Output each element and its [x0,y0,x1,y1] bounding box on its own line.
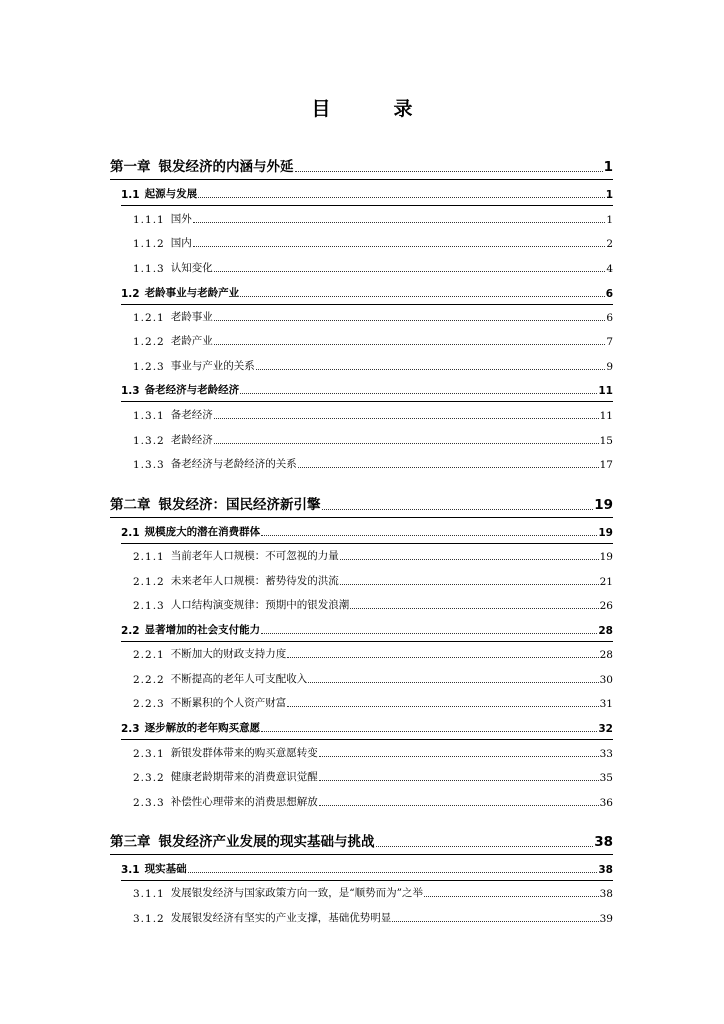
toc-entry-number: 2.3.2 [133,772,165,784]
toc-entry-level3[interactable] [133,232,613,250]
toc-entry-title: 新银发群体带来的购买意愿转变 [170,747,318,759]
toc-entry-title: 起源与发展 [144,188,198,200]
toc-entry-number: 1.2.3 [133,361,165,373]
toc-entry-number: 第三章 [110,834,151,850]
toc-entry-title: 国内 [170,237,192,249]
toc-entry-page: 1 [603,159,613,175]
toc-entry-page: 1 [605,189,613,201]
toc-entry-number: 2.3.3 [133,797,165,809]
toc-entry-level3[interactable] [133,453,613,471]
dot-leader [350,607,598,609]
dot-leader [340,558,599,560]
toc-entry-level1[interactable] [110,157,613,175]
dot-leader [287,656,598,658]
toc-entry-number: 第二章 [110,497,151,513]
toc-entry-number: 2.3.1 [133,748,165,760]
toc-underline [110,854,613,855]
toc-entry-number: 1.3.1 [133,410,165,422]
dot-leader [261,534,597,536]
toc-entry-title: 国外 [170,213,192,225]
toc-entry-title: 不断提高的老年人可支配收入 [170,673,308,685]
toc-entry-page: 38 [599,888,613,900]
toc-entry-number: 2.1.2 [133,576,165,588]
toc-entry-page: 11 [599,410,613,422]
toc-entry-title: 银发经济：国民经济新引擎 [158,497,321,513]
toc-entry-title: 老龄事业 [170,311,213,323]
toc-entry-page: 38 [598,864,613,876]
dot-leader [319,804,599,806]
toc-entry-level3[interactable] [133,257,613,275]
toc-entry-title: 补偿性心理带来的消费思想解放 [170,796,318,808]
toc-entry-level3[interactable] [133,570,613,588]
toc-underline [121,543,613,544]
toc-entry-level2[interactable] [121,379,613,397]
toc-entry-level2[interactable] [121,183,613,201]
toc-entry-number: 1.3.3 [133,459,165,471]
toc-entry-number: 1.3.2 [133,435,165,447]
toc-entry-title: 备老经济与老龄经济的关系 [170,458,297,470]
toc-entry-number: 1.1.2 [133,238,165,250]
toc-entry-number: 1.2.1 [133,312,165,324]
toc-entry-page: 6 [606,312,613,324]
toc-entry-title: 老龄经济 [170,434,213,446]
toc-entry-level2[interactable] [121,521,613,539]
toc-entry-page: 2 [606,238,613,250]
dot-leader [261,632,597,634]
dot-leader [340,583,599,585]
toc-entry-level3[interactable] [133,429,613,447]
toc-entry-number: 1.2.2 [133,336,165,348]
toc-entry-title: 发展银发经济有坚实的产业支撑，基础优势明显 [170,912,392,924]
toc-entry-title: 规模庞大的潜在消费群体 [144,526,261,538]
dot-leader [256,368,606,370]
toc-entry-page: 19 [594,497,613,513]
toc-entry-page: 6 [605,288,613,300]
toc-entry-number: 2.1.3 [133,600,165,612]
toc-entry-page: 17 [599,459,613,471]
toc-entry-page: 38 [594,834,613,850]
dot-leader [319,755,599,757]
dot-leader [193,221,606,223]
toc-entry-title: 备老经济 [170,409,213,421]
dot-leader [308,681,598,683]
toc-entry-number: 1.3 [121,385,140,397]
dot-leader [214,319,606,321]
toc-entry-page: 26 [599,600,613,612]
toc-entry-number: 1.2 [121,288,140,300]
toc-underline [121,401,613,402]
toc-entry-level3[interactable] [133,907,613,925]
toc-entry-level3[interactable] [133,742,613,760]
dot-leader [240,392,597,394]
toc-entry-title: 人口结构演变规律：预期中的银发浪潮 [170,599,350,611]
toc-underline [121,205,613,206]
toc-entry-number: 1.1.1 [133,214,165,226]
toc-entry-title: 健康老龄期带来的消费意识觉醒 [170,771,318,783]
dot-leader [322,508,594,510]
toc-entry-number: 3.1 [121,864,140,876]
toc-entry-level3[interactable] [133,791,613,809]
dot-leader [214,417,599,419]
toc-entry-number: 2.1.1 [133,551,165,563]
toc-entry-level2[interactable] [121,717,613,735]
toc-entry-number: 1.1 [121,189,140,201]
toc-entry-number: 2.2 [121,625,140,637]
toc-entry-number: 2.1 [121,527,140,539]
toc-entry-number: 2.2.3 [133,698,165,710]
toc-entry-page: 28 [599,649,613,661]
toc-entry-level3[interactable] [133,766,613,784]
toc-entry-title: 不断加大的财政支持力度 [170,648,287,660]
toc-entry-level3[interactable] [133,404,613,422]
toc-entry-number: 2.3 [121,723,140,735]
toc-entry-number: 3.1.1 [133,888,165,900]
dot-leader [424,895,599,897]
toc-entry-page: 21 [599,576,613,588]
toc-entry-page: 35 [599,772,613,784]
toc-entry-title: 老龄事业与老龄产业 [144,287,240,299]
toc-entry-level1[interactable] [110,832,613,850]
dot-leader [392,920,598,922]
toc-entry-level3[interactable] [133,643,613,661]
toc-entry-page: 4 [606,263,613,275]
toc-entry-level3[interactable] [133,882,613,900]
toc-entry-title: 未来老年人口规模：蓄势待发的洪流 [170,575,339,587]
dot-leader [240,295,605,297]
toc-entry-level3[interactable] [133,208,613,226]
toc-entry-title: 银发经济产业发展的现实基础与挑战 [158,834,375,850]
dot-leader [261,730,597,732]
toc-entry-level3[interactable] [133,355,613,373]
toc-entry-title: 银发经济的内涵与外延 [158,159,294,175]
toc-entry-level3[interactable] [133,692,613,710]
toc-entry-title: 不断累积的个人资产财富 [170,697,287,709]
toc-entry-page: 31 [599,698,613,710]
toc-entry-number: 2.2.1 [133,649,165,661]
dot-leader [376,845,594,847]
dot-leader [287,705,598,707]
toc-underline [110,179,613,180]
toc-entry-page: 39 [599,913,613,925]
toc-underline [110,517,613,518]
toc-underline [121,304,613,305]
dot-leader [188,871,598,873]
toc-entry-number: 2.2.2 [133,674,165,686]
toc-entry-title: 现实基础 [144,863,187,875]
toc-entry-title: 老龄产业 [170,335,213,347]
toc-underline [121,880,613,881]
toc-entry-page: 9 [606,361,613,373]
dot-leader [214,442,599,444]
toc-entry-number: 第一章 [110,159,151,175]
toc-entry-page: 1 [606,214,613,226]
toc-entry-title: 备老经济与老龄经济 [144,384,240,396]
toc-entry-level3[interactable] [133,545,613,563]
toc-entry-page: 11 [598,385,613,397]
toc-entry-page: 36 [599,797,613,809]
toc-entry-page: 32 [598,723,613,735]
dot-leader [214,270,606,272]
toc-entry-title: 当前老年人口规模：不可忽视的力量 [170,550,339,562]
toc-entry-number: 1.1.3 [133,263,165,275]
toc-entry-page: 33 [599,748,613,760]
toc-entry-level1[interactable] [110,495,613,513]
toc-entry-page: 19 [598,527,613,539]
toc-entry-level2[interactable] [121,619,613,637]
toc-entry-title: 认知变化 [170,262,213,274]
toc-title: 目 录 [311,98,435,120]
toc-entry-page: 7 [606,336,613,348]
toc-entry-title: 事业与产业的关系 [170,360,255,372]
toc-entry-title: 显著增加的社会支付能力 [144,624,261,636]
toc-entry-number: 3.1.2 [133,913,165,925]
toc-entry-page: 30 [599,674,613,686]
dot-leader [295,170,603,172]
toc-entry-title: 逐步解放的老年购买意愿 [144,722,261,734]
toc-entry-page: 28 [598,625,613,637]
toc-entry-page: 15 [599,435,613,447]
toc-entry-level2[interactable] [121,282,613,300]
toc-entry-level3[interactable] [133,594,613,612]
dot-leader [319,779,599,781]
dot-leader [193,245,606,247]
toc-entry-level2[interactable] [121,858,613,876]
toc-entry-page: 19 [599,551,613,563]
toc-entry-level3[interactable] [133,668,613,686]
toc-entry-level3[interactable] [133,306,613,324]
toc-underline [121,739,613,740]
dot-leader [198,196,605,198]
dot-leader [214,343,606,345]
toc-entry-title: 发展银发经济与国家政策方向一致，是“顺势而为”之举 [170,887,423,899]
toc-underline [121,641,613,642]
toc-entry-level3[interactable] [133,330,613,348]
dot-leader [298,466,599,468]
